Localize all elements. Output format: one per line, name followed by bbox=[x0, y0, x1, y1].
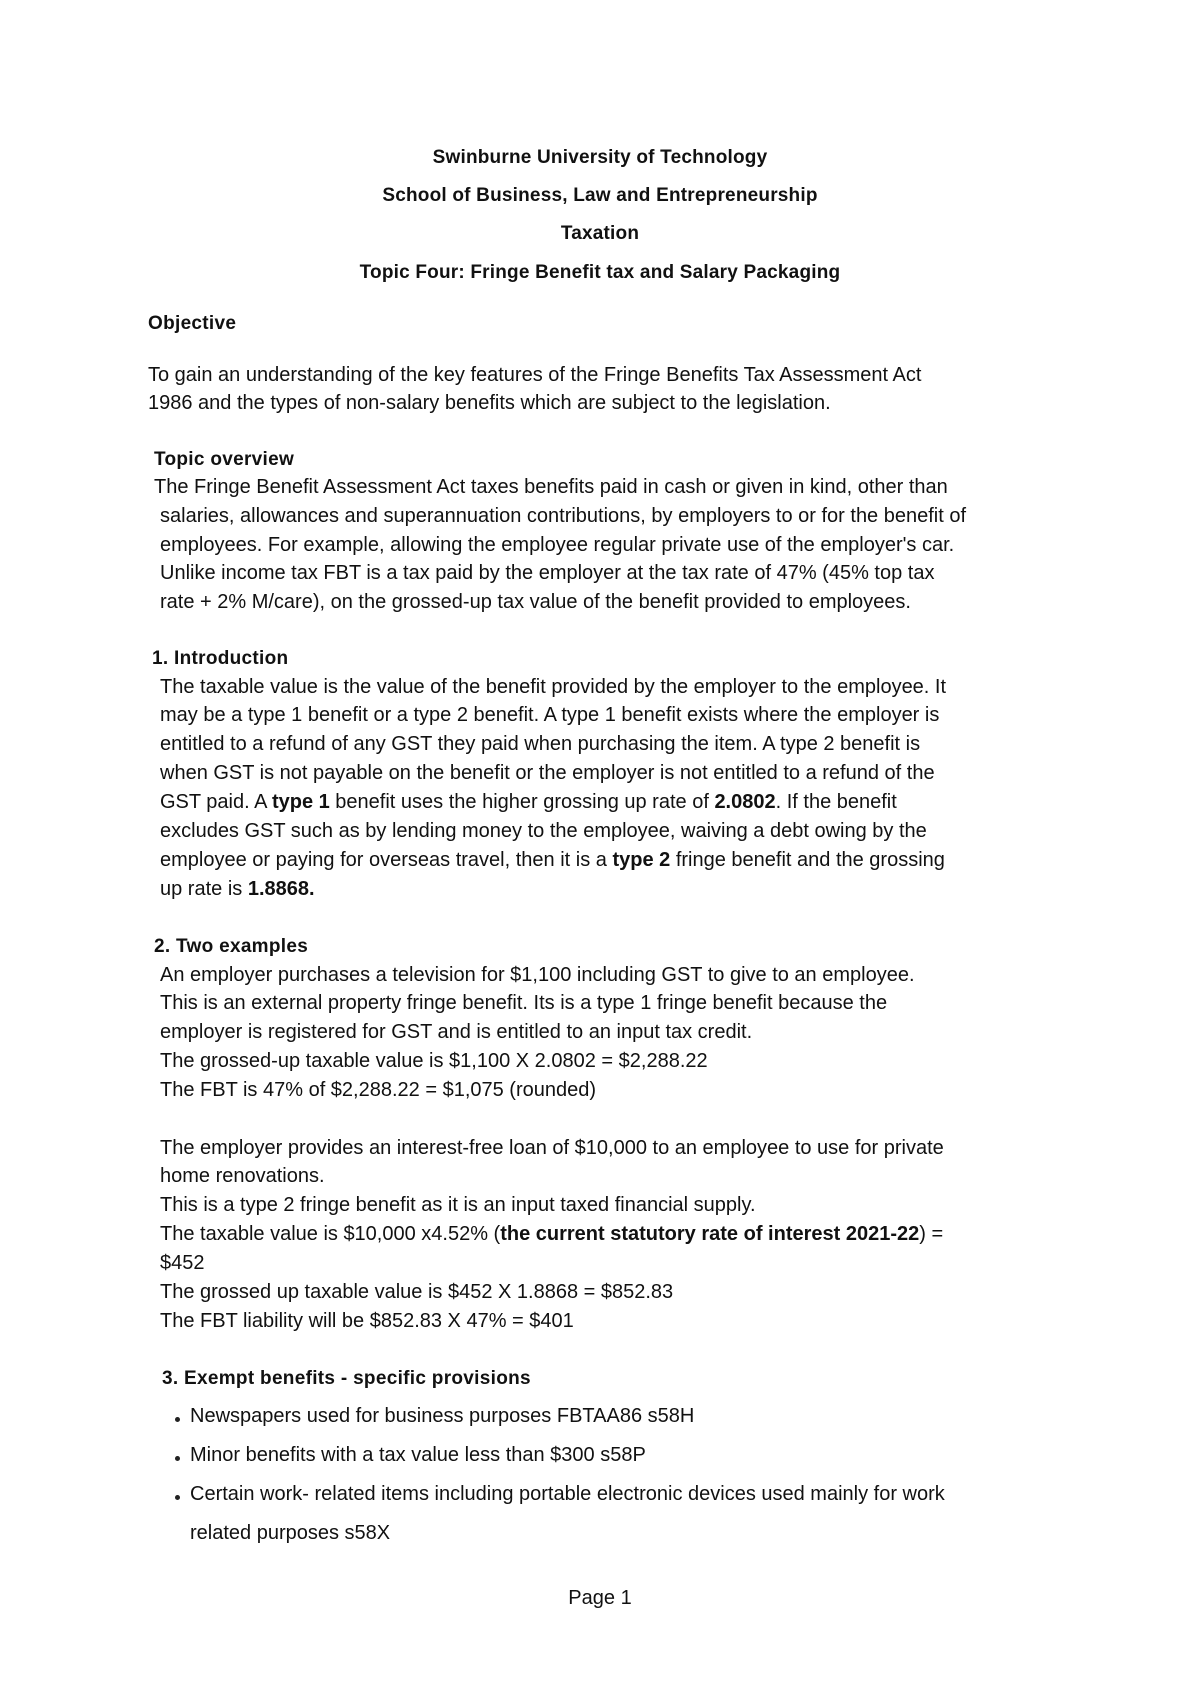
objective-heading: Objective bbox=[148, 313, 237, 334]
example-line: employer is registered for GST and is entitled to an input tax credit. bbox=[160, 1021, 753, 1043]
objective-line: To gain an understanding of the key features of the Fringe Benefits Tax Assessment Act bbox=[148, 364, 922, 386]
example-line bbox=[160, 1223, 943, 1246]
example-line: The grossed-up taxable value is $1,100 X 2.0802 = $2,288.22 bbox=[160, 1050, 708, 1072]
text-run: up rate is bbox=[160, 878, 248, 900]
overview-line: rate + 2% M/care), on the grossed-up tax value of the benefit provided to employees. bbox=[160, 591, 911, 613]
intro-line: when GST is not payable on the benefit or the employer is not entitled to a refund of the bbox=[160, 762, 935, 784]
example-line: $452 bbox=[160, 1252, 205, 1274]
bold-term: type 2 bbox=[612, 849, 671, 871]
example-line: The FBT is 47% of $2,288.22 = $1,075 (rounded) bbox=[160, 1079, 597, 1101]
exempt-item: Newspapers used for business purposes FBTAA86 s58H bbox=[190, 1405, 695, 1427]
topic-title: Topic Four: Fringe Benefit tax and Salary Packaging bbox=[359, 262, 841, 283]
overview-line: salaries, allowances and superannuation contributions, by employers to or for the benefit of bbox=[160, 505, 967, 527]
text-run: ) = bbox=[919, 1223, 944, 1245]
bold-term: 1.8868. bbox=[247, 878, 315, 900]
example-line: This is an external property fringe benefit. Its is a type 1 fringe benefit because the bbox=[160, 992, 888, 1014]
intro-heading: 1. Introduction bbox=[152, 648, 289, 669]
bullet-icon bbox=[175, 1495, 180, 1500]
bold-term: the current statutory rate of interest 2021-22 bbox=[500, 1223, 920, 1245]
bold-term: 2.0802 bbox=[714, 791, 776, 813]
exempt-item-continuation: related purposes s58X bbox=[190, 1522, 391, 1544]
example-line: The employer provides an interest-free loan of $10,000 to an employee to use for private bbox=[160, 1137, 944, 1159]
exempt-item: Certain work- related items including portable electronic devices used mainly for work bbox=[190, 1483, 945, 1505]
overview-line: The Fringe Benefit Assessment Act taxes benefits paid in cash or given in kind, other than bbox=[154, 476, 948, 498]
subject-title: Taxation bbox=[560, 223, 640, 244]
example-line: This is a type 2 fringe benefit as it is an input taxed financial supply. bbox=[160, 1194, 756, 1216]
intro-line bbox=[160, 878, 315, 901]
example-line: The FBT liability will be $852.83 X 47% = $401 bbox=[160, 1310, 574, 1332]
university-name: Swinburne University of Technology bbox=[432, 147, 768, 168]
intro-line: excludes GST such as by lending money to the employee, waiving a debt owing by the bbox=[160, 820, 927, 842]
intro-line: may be a type 1 benefit or a type 2 benefit. A type 1 benefit exists where the employer is bbox=[160, 704, 940, 726]
intro-line bbox=[160, 849, 945, 872]
overview-line: Unlike income tax FBT is a tax paid by the employer at the tax rate of 47% (45% top tax bbox=[160, 562, 935, 584]
text-run: . If the benefit bbox=[775, 791, 897, 813]
text-run: benefit uses the higher grossing up rate of bbox=[329, 791, 715, 813]
intro-line: The taxable value is the value of the benefit provided by the employer to the employee. It bbox=[160, 676, 947, 698]
bullet-icon bbox=[175, 1417, 180, 1422]
example-line: home renovations. bbox=[160, 1165, 325, 1187]
bold-term: type 1 bbox=[271, 791, 330, 813]
intro-line bbox=[160, 791, 897, 814]
overview-line: employees. For example, allowing the employee regular private use of the employer's car. bbox=[160, 534, 955, 556]
overview-heading: Topic overview bbox=[154, 449, 295, 470]
intro-line: entitled to a refund of any GST they paid when purchasing the item. A type 2 benefit is bbox=[160, 733, 921, 755]
school-name: School of Business, Law and Entrepreneurship bbox=[382, 185, 818, 206]
text-run: employee or paying for overseas travel, then it is a bbox=[160, 849, 613, 871]
exempt-item: Minor benefits with a tax value less than $300 s58P bbox=[190, 1444, 646, 1466]
page-number: Page 1 bbox=[568, 1587, 632, 1609]
text-run: GST paid. A bbox=[160, 791, 272, 813]
text-run: fringe benefit and the grossing bbox=[670, 849, 945, 871]
text-run: The taxable value is $10,000 x4.52% ( bbox=[160, 1223, 501, 1245]
exempt-heading: 3. Exempt benefits - specific provisions bbox=[162, 1368, 531, 1389]
bullet-icon bbox=[175, 1456, 180, 1461]
example-line: An employer purchases a television for $1,100 including GST to give to an employee. bbox=[160, 964, 915, 986]
objective-line: 1986 and the types of non-salary benefits which are subject to the legislation. bbox=[148, 392, 831, 414]
example-line: The grossed up taxable value is $452 X 1.8868 = $852.83 bbox=[160, 1281, 674, 1303]
examples-heading: 2. Two examples bbox=[154, 936, 309, 957]
